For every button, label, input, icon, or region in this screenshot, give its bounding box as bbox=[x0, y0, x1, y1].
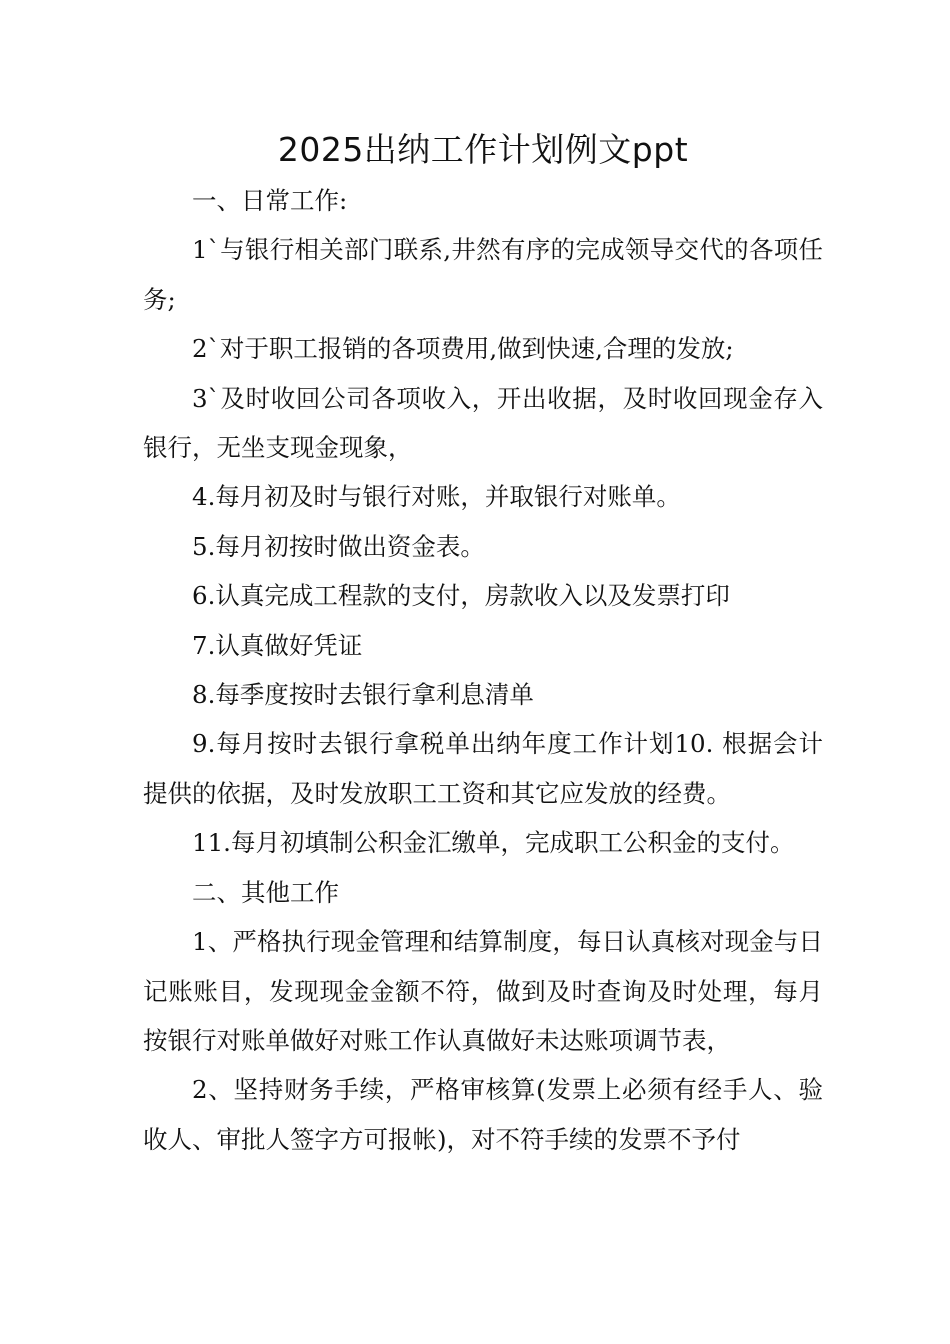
paragraph-item-7: 7.认真做好凭证 bbox=[192, 630, 363, 660]
document-body bbox=[143, 126, 823, 1164]
paragraph-item-5: 5.每月初按时做出资金表。 bbox=[192, 531, 485, 561]
paragraph-other-heading: 二、其他工作 bbox=[192, 877, 339, 907]
paragraph-other-item-1: 1、严格执行现金管理和结算制度，每日认真核对现金与日记账账目，发现现金金额不符，做到及时查询及时处理，每月按银行对账单做好对账工作认真做好未达账项调节表， bbox=[143, 927, 823, 1055]
paragraph-item-8: 8.每季度按时去银行拿利息清单 bbox=[192, 680, 534, 710]
paragraph-daily-heading: 一、日常工作: bbox=[192, 186, 348, 215]
paragraph-item-3: 3`及时收回公司各项收入，开出收据，及时收回现金存入银行，无坐支现金现象， bbox=[143, 383, 823, 463]
paragraph-other-item-2: 2、坚持财务手续，严格审核算(发票上必须有经手人、验收人、审批人签字方可报帐)，对不符手续的发票不予付 bbox=[143, 1075, 823, 1154]
paragraph-item-11: 11.每月初填制公积金汇缴单，完成职工公积金的支付。 bbox=[192, 828, 795, 858]
paragraph-item-6: 6.认真完成工程款的支付，房款收入以及发票打印 bbox=[192, 581, 730, 611]
paragraph-item-2: 2`对于职工报销的各项费用,做到快速,合理的发放; bbox=[192, 334, 734, 364]
paragraph-item-9: 9.每月按时去银行拿税单出纳年度工作计划10. 根据会计提供的依据，及时发放职工工资和其它应发放的经费。 bbox=[143, 729, 823, 808]
paragraph-item-4: 4.每月初及时与银行对账，并取银行对账单。 bbox=[192, 482, 681, 512]
paragraph-item-1: 1`与银行相关部门联系,井然有序的完成领导交代的各项任务; bbox=[143, 235, 823, 314]
document-title: 2025出纳工作计划例文ppt bbox=[277, 130, 689, 169]
